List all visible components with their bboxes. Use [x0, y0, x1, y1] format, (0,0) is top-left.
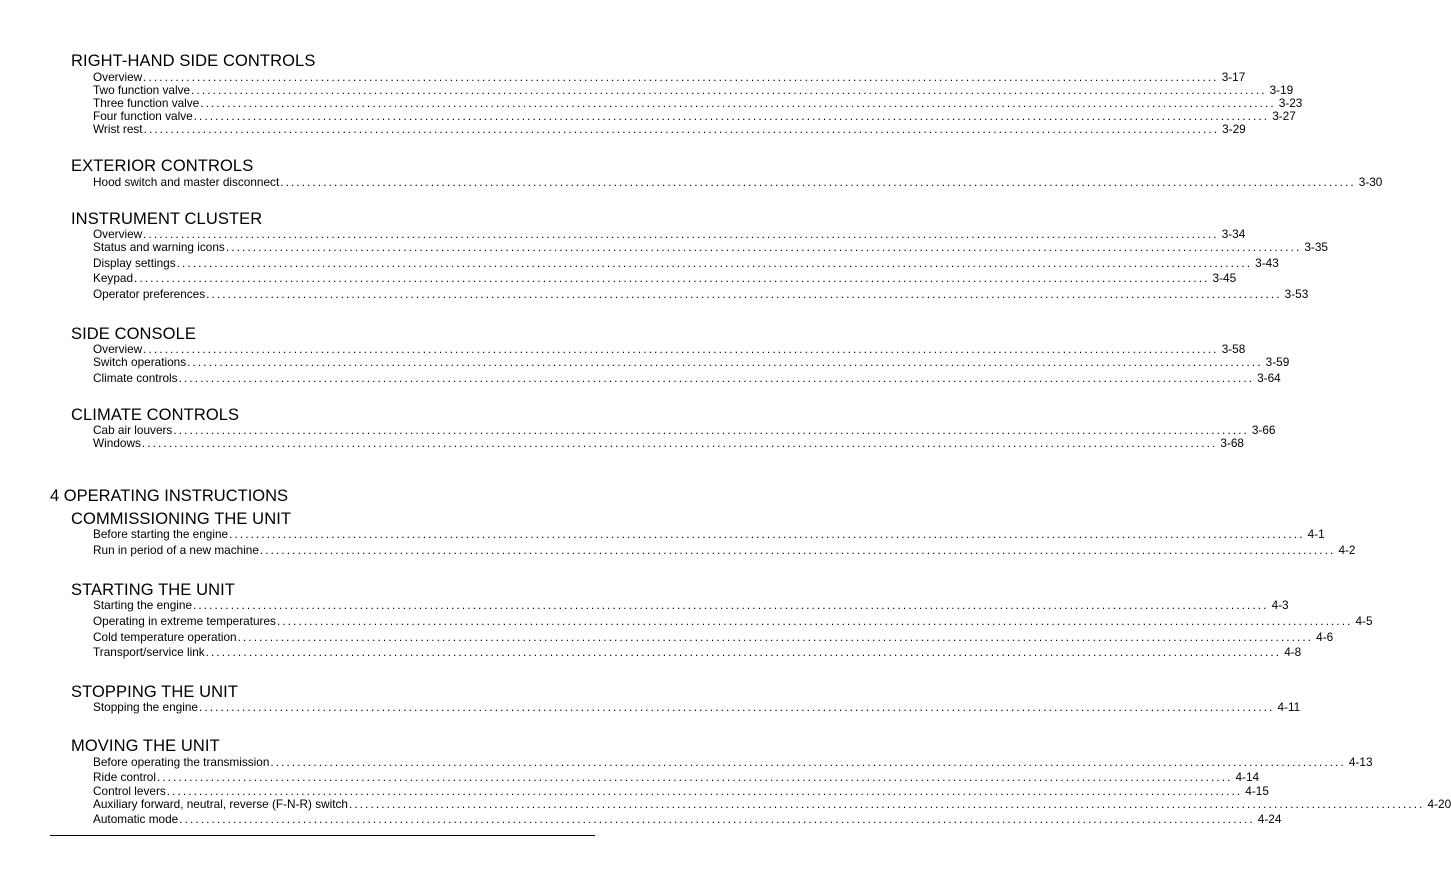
- toc-entry[interactable]: [93, 371, 1281, 385]
- toc-entry[interactable]: [93, 630, 1334, 644]
- toc-entry[interactable]: [93, 342, 1246, 356]
- dot-leader: ........................................................................................................................................................................................................: [280, 175, 1356, 189]
- dot-leader: ........................................................................................................................................................................................................: [349, 797, 1425, 811]
- dot-leader: ........................................................................................................................................................................................................: [276, 614, 1353, 628]
- toc-entry-page: 3-45: [1212, 271, 1237, 285]
- toc-entry[interactable]: [93, 122, 1246, 136]
- toc-entry-page: 4-8: [1284, 645, 1302, 659]
- section-heading-stopping-the-unit: STOPPING THE UNIT: [71, 683, 239, 701]
- toc-entry[interactable]: [93, 614, 1373, 628]
- toc-entry-page: 3-43: [1255, 256, 1279, 270]
- dot-leader: ........................................................................................................................................................................................................: [259, 543, 1336, 557]
- toc-entry[interactable]: [93, 240, 1328, 254]
- toc-entry[interactable]: [93, 109, 1296, 123]
- toc-entry-page: 3-59: [1265, 355, 1290, 369]
- dot-leader: ........................................................................................................................................................................................................: [178, 371, 1255, 385]
- toc-entry-label: Cold temperature operation: [93, 630, 237, 644]
- section-heading-climate-controls: CLIMATE CONTROLS: [71, 406, 240, 424]
- dot-leader: ........................................................................................................................................................................................................: [134, 271, 1210, 285]
- toc-entry-page: 3-58: [1221, 342, 1246, 356]
- section-heading-side-console: SIDE CONSOLE: [71, 325, 196, 343]
- dot-leader: ........................................................................................................................................................................................................: [205, 645, 1282, 659]
- toc-entry[interactable]: [93, 83, 1294, 97]
- toc-entry-label: Climate controls: [93, 371, 178, 385]
- toc-entry-label: Wrist rest: [93, 122, 143, 136]
- toc-entry-page: 4-20: [1427, 797, 1451, 811]
- toc-entry-page: 3-68: [1220, 436, 1244, 450]
- toc-entry-page: 4-13: [1348, 755, 1373, 769]
- toc-entry-page: 3-35: [1304, 240, 1328, 254]
- dot-leader: ........................................................................................................................................................................................................: [193, 109, 1270, 123]
- dot-leader: ........................................................................................................................................................................................................: [198, 700, 1275, 714]
- toc-entry-page: 3-19: [1269, 83, 1294, 97]
- toc-entry-label: Starting the engine: [93, 598, 193, 612]
- toc-entry-page: 4-3: [1271, 598, 1289, 612]
- toc-entry-page: 4-6: [1316, 630, 1334, 644]
- toc-entry-label: Ride control: [93, 770, 156, 784]
- toc-entry-page: 3-53: [1284, 287, 1309, 301]
- toc-entry-page: 4-2: [1338, 543, 1356, 557]
- toc-entry[interactable]: [93, 527, 1325, 541]
- section-heading-instrument-cluster: INSTRUMENT CLUSTER: [71, 210, 263, 228]
- dot-leader: ........................................................................................................................................................................................................: [166, 784, 1243, 798]
- dot-leader: ........................................................................................................................................................................................................: [237, 630, 1314, 644]
- toc-entry-label: Operating in extreme temperatures: [93, 614, 276, 628]
- toc-entry[interactable]: [93, 797, 1451, 811]
- toc-entry-page: 3-23: [1278, 96, 1303, 110]
- toc-entry[interactable]: [93, 645, 1302, 659]
- dot-leader: ........................................................................................................................................................................................................: [156, 770, 1233, 784]
- section-heading-starting-the-unit: STARTING THE UNIT: [71, 581, 235, 599]
- dot-leader: ........................................................................................................................................................................................................: [179, 812, 1255, 826]
- toc-entry[interactable]: [93, 543, 1356, 557]
- section-heading-moving-the-unit: MOVING THE UNIT: [71, 737, 220, 755]
- dot-leader: ........................................................................................................................................................................................................: [143, 342, 1219, 356]
- toc-entry[interactable]: [93, 256, 1279, 270]
- chapter-heading: 4 OPERATING INSTRUCTIONS: [50, 487, 289, 505]
- toc-entry-label: Auxiliary forward, neutral, reverse (F-N-R) switch: [93, 797, 348, 811]
- toc-entry[interactable]: [93, 175, 1383, 189]
- toc-entry[interactable]: [93, 700, 1301, 714]
- toc-entry[interactable]: [93, 812, 1282, 826]
- dot-leader: ........................................................................................................................................................................................................: [187, 355, 1263, 369]
- toc-entry-page: 4-15: [1245, 784, 1269, 798]
- toc-entry[interactable]: [93, 355, 1290, 369]
- toc-entry-page: 4-5: [1355, 614, 1373, 628]
- dot-leader: ........................................................................................................................................................................................................: [200, 96, 1276, 110]
- toc-entry[interactable]: [93, 271, 1237, 285]
- toc-entry-label: Control levers: [93, 784, 166, 798]
- toc-entry[interactable]: [93, 784, 1269, 798]
- dot-leader: ........................................................................................................................................................................................................: [141, 436, 1218, 450]
- toc-entry-label: Windows: [93, 436, 141, 450]
- toc-entry-page: 3-34: [1221, 227, 1246, 241]
- toc-entry-label: Display settings: [93, 256, 176, 270]
- toc-entry-label: Operator preferences: [93, 287, 206, 301]
- toc-entry[interactable]: [93, 423, 1276, 437]
- dot-leader: ........................................................................................................................................................................................................: [206, 287, 1282, 301]
- toc-entry-page: 3-27: [1272, 109, 1296, 123]
- dot-leader: ........................................................................................................................................................................................................: [225, 240, 1302, 254]
- toc-entry[interactable]: [93, 436, 1244, 450]
- toc-entry-label: Status and warning icons: [93, 240, 225, 254]
- toc-entry-label: Overview: [93, 227, 143, 241]
- toc-entry-label: Three function valve: [93, 96, 200, 110]
- toc-entry-label: Stopping the engine: [93, 700, 198, 714]
- toc-entry[interactable]: [93, 598, 1289, 612]
- dot-leader: ........................................................................................................................................................................................................: [176, 256, 1253, 270]
- toc-entry-page: 3-17: [1221, 70, 1246, 84]
- dot-leader: ........................................................................................................................................................................................................: [229, 527, 1305, 541]
- dot-leader: ........................................................................................................................................................................................................: [143, 227, 1219, 241]
- toc-entry[interactable]: [93, 96, 1303, 110]
- toc-entry[interactable]: [93, 755, 1373, 769]
- toc-entry-page: 4-24: [1257, 812, 1282, 826]
- toc-entry-label: Transport/service link: [93, 645, 205, 659]
- toc-entry-label: Switch operations: [93, 355, 187, 369]
- toc-entry-page: 4-1: [1307, 527, 1325, 541]
- toc-entry-page: 4-14: [1235, 770, 1260, 784]
- toc-entry[interactable]: [93, 287, 1309, 301]
- dot-leader: ........................................................................................................................................................................................................: [143, 122, 1220, 136]
- toc-entry[interactable]: [93, 770, 1260, 784]
- toc-entry-label: Two function valve: [93, 83, 191, 97]
- toc-entry-label: Hood switch and master disconnect: [93, 175, 280, 189]
- toc-entry-label: Overview: [93, 342, 143, 356]
- toc-entry-label: Before operating the transmission: [93, 755, 270, 769]
- toc-entry[interactable]: [93, 227, 1246, 241]
- toc-entry-label: Four function valve: [93, 109, 193, 123]
- toc-entry[interactable]: [93, 70, 1246, 84]
- footer-rule: [50, 835, 595, 836]
- toc-entry-label: Run in period of a new machine: [93, 543, 259, 557]
- dot-leader: ........................................................................................................................................................................................................: [143, 70, 1219, 84]
- toc-entry-page: 3-30: [1358, 175, 1383, 189]
- toc-entry-page: 4-11: [1277, 700, 1301, 714]
- toc-entry-page: 3-66: [1251, 423, 1276, 437]
- toc-entry-page: 3-29: [1222, 122, 1246, 136]
- section-heading-exterior-controls: EXTERIOR CONTROLS: [71, 157, 254, 175]
- dot-leader: ........................................................................................................................................................................................................: [193, 598, 1269, 612]
- dot-leader: ........................................................................................................................................................................................................: [173, 423, 1249, 437]
- toc-entry-label: Keypad: [93, 271, 134, 285]
- toc-entry-label: Automatic mode: [93, 812, 179, 826]
- section-heading-right-hand-side-controls: RIGHT-HAND SIDE CONTROLS: [71, 52, 316, 70]
- toc-entry-label: Overview: [93, 70, 143, 84]
- toc-entry-label: Cab air louvers: [93, 423, 173, 437]
- section-heading-commissioning-the-unit: COMMISSIONING THE UNIT: [71, 510, 292, 528]
- dot-leader: ........................................................................................................................................................................................................: [191, 83, 1267, 97]
- dot-leader: ........................................................................................................................................................................................................: [270, 755, 1346, 769]
- toc-entry-page: 3-64: [1257, 371, 1281, 385]
- toc-entry-label: Before starting the engine: [93, 527, 229, 541]
